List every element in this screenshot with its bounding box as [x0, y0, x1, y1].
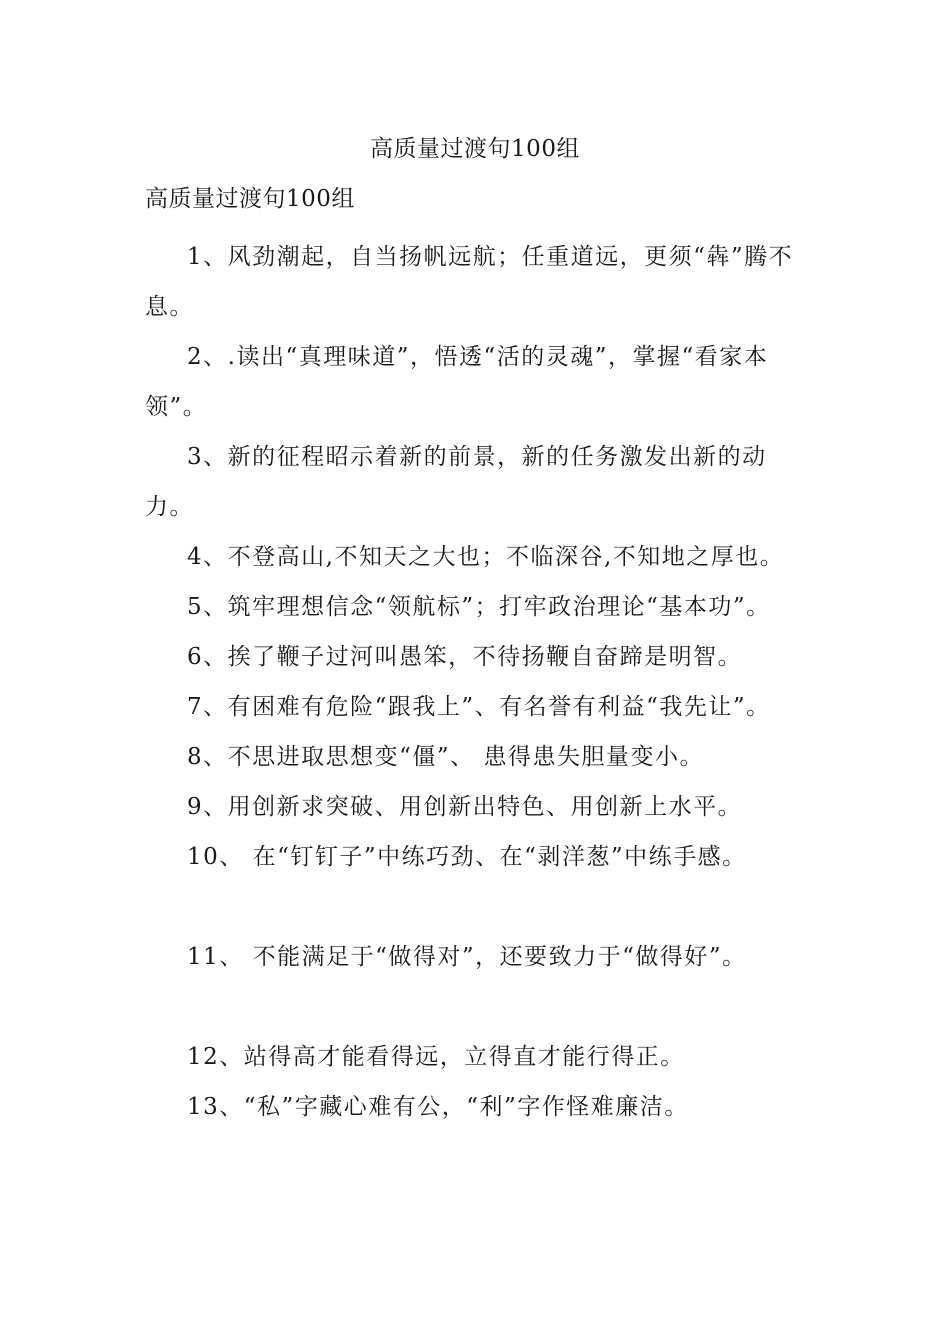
list-item: 10、 在“钉钉子”中练巧劲、在“剥洋葱”中练手感。: [187, 844, 747, 870]
list-item: 1、风劲潮起，自当扬帆远航；任重道远，更须“犇”腾不息。: [145, 244, 794, 320]
list-item: 3、新的征程昭示着新的前景，新的任务激发出新的动力。: [145, 444, 767, 520]
list-item: 8、不思进取思想变“僵”、 患得患失胆量变小。: [187, 744, 704, 770]
list-item: 4、不登高山,不知天之大也；不临深谷,不知地之厚也。: [187, 544, 785, 570]
list-item: 6、挨了鞭子过河叫愚笨，不待扬鞭自奋蹄是明智。: [187, 644, 743, 670]
list-item: 7、有困难有危险“跟我上”、有名誉有利益“我先让”。: [187, 694, 771, 720]
document-title: 高质量过渡句100组: [370, 136, 580, 162]
list-item: 12、站得高才能看得远，立得直才能行得正。: [187, 1044, 685, 1070]
list-item: 2、.读出“真理味道”，悟透“活的灵魂”，掌握“看家本领”。: [145, 344, 769, 420]
transition-sentence-list: [145, 232, 813, 1132]
list-item: 9、用创新求突破、用创新出特色、用创新上水平。: [187, 794, 743, 820]
list-item: 5、筑牢理想信念“领航标”；打牢政治理论“基本功”。: [187, 594, 771, 620]
list-item: 13、“私”字藏心难有公，“利”字作怪难廉洁。: [187, 1094, 689, 1120]
list-item: 11、 不能满足于“做得对”，还要致力于“做得好”。: [187, 944, 747, 970]
document-subtitle: 高质量过渡句100组: [145, 186, 355, 212]
